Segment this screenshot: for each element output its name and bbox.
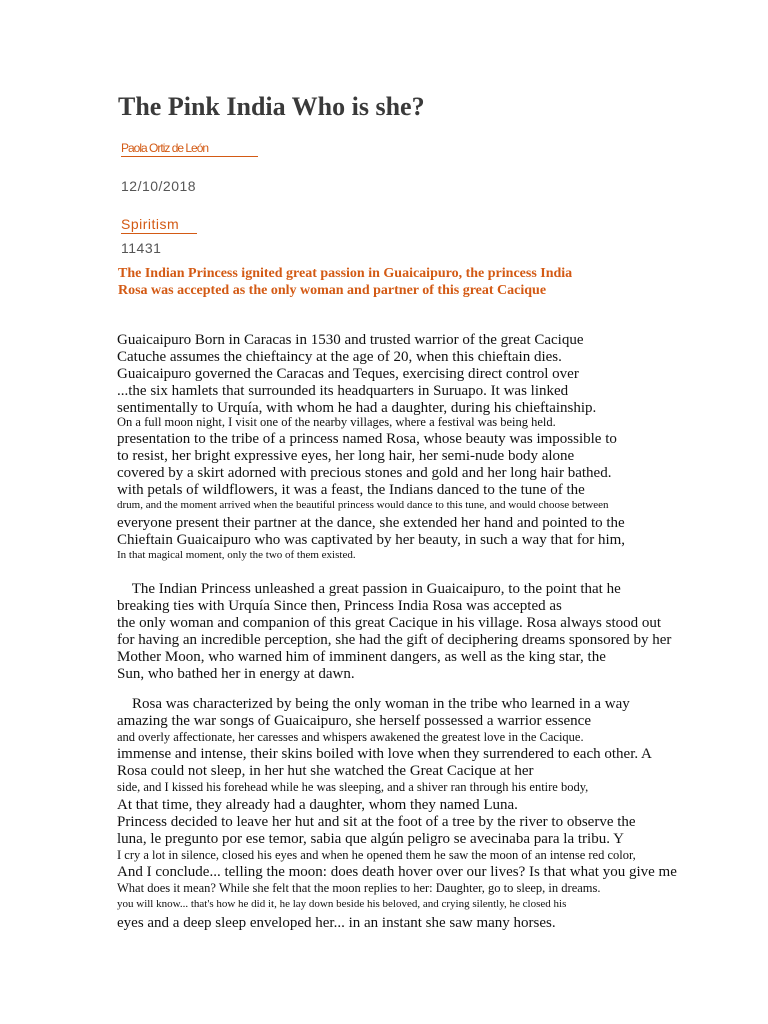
body-line: side, and I kissed his forehead while he was sleeping, and a shiver ran through his entire body, bbox=[117, 780, 589, 794]
body-line: drum, and the moment arrived when the beautiful princess would dance to this tune, and would choose between bbox=[117, 499, 609, 511]
article-title: The Pink India Who is she? bbox=[118, 92, 425, 121]
body-line: And I conclude... telling the moon: does death hover over our lives? Is that what you give me bbox=[117, 864, 677, 880]
body-line: to resist, her bright expressive eyes, her long hair, her semi-nude body alone bbox=[117, 448, 575, 464]
body-line: The Indian Princess unleashed a great passion in Guaicaipuro, to the point that he bbox=[117, 581, 621, 597]
body-line: Guaicaipuro governed the Caracas and Teques, exercising direct control over bbox=[117, 366, 579, 382]
body-line: On a full moon night, I visit one of the nearby villages, where a festival was being held. bbox=[117, 415, 556, 429]
body-line: amazing the war songs of Guaicaipuro, she herself possessed a warrior essence bbox=[117, 713, 592, 729]
body-line: breaking ties with Urquía Since then, Princess India Rosa was accepted as bbox=[117, 598, 562, 614]
body-line: with petals of wildflowers, it was a feast, the Indians danced to the tune of the bbox=[117, 482, 585, 498]
body-line: eyes and a deep sleep enveloped her... in an instant she saw many horses. bbox=[117, 915, 556, 931]
body-line: I cry a lot in silence, closed his eyes and when he opened them he saw the moon of an intense red color, bbox=[117, 848, 636, 862]
body-line: At that time, they already had a daughter, whom they named Luna. bbox=[117, 797, 518, 813]
body-line: luna, le pregunto por ese temor, sabia que algún peligro se avecinaba para la tribu. Y bbox=[117, 831, 624, 847]
article-subtitle: The Indian Princess ignited great passion in Guaicaipuro, the princess India Rosa was accepted as the only woman and partner of this great Cacique bbox=[118, 266, 573, 298]
body-line: Mother Moon, who warned him of imminent dangers, as well as the king star, the bbox=[117, 649, 606, 665]
body-line: Rosa was characterized by being the only woman in the tribe who learned in a way bbox=[117, 696, 630, 712]
body-line: In that magical moment, only the two of them existed. bbox=[117, 549, 356, 561]
body-line: sentimentally to Urquía, with whom he had a daughter, during his chieftainship. bbox=[117, 400, 597, 416]
body-line: Guaicaipuro Born in Caracas in 1530 and trusted warrior of the great Cacique bbox=[117, 332, 584, 348]
author-link[interactable]: Paola Ortiz de León bbox=[121, 141, 258, 157]
body-line: Catuche assumes the chieftaincy at the age of 20, when this chieftain dies. bbox=[117, 349, 562, 365]
body-line: everyone present their partner at the dance, she extended her hand and pointed to the bbox=[117, 515, 625, 531]
category-link[interactable]: Spiritism bbox=[121, 216, 197, 234]
body-line: you will know... that's how he did it, he lay down beside his beloved, and crying silently, he closed his bbox=[117, 898, 567, 910]
body-line: Princess decided to leave her hut and sit at the foot of a tree by the river to observe the bbox=[117, 814, 636, 830]
body-line: and overly affectionate, her caresses and whispers awakened the greatest love in the Cacique. bbox=[117, 730, 584, 744]
body-line: presentation to the tribe of a princess named Rosa, whose beauty was impossible to bbox=[117, 431, 617, 447]
body-line: immense and intense, their skins boiled with love when they surrendered to each other. A bbox=[117, 746, 652, 762]
body-line: covered by a skirt adorned with precious stones and gold and her long hair bathed. bbox=[117, 465, 612, 481]
body-line: the only woman and companion of this great Cacique in his village. Rosa always stood out bbox=[117, 615, 662, 631]
body-line: What does it mean? While she felt that the moon replies to her: Daughter, go to sleep, in dreams. bbox=[117, 881, 601, 895]
view-count: 11431 bbox=[121, 240, 162, 256]
body-line: Chieftain Guaicaipuro who was captivated by her beauty, in such a way that for him, bbox=[117, 532, 626, 548]
body-line: Rosa could not sleep, in her hut she watched the Great Cacique at her bbox=[117, 763, 534, 779]
body-line: Sun, who bathed her in energy at dawn. bbox=[117, 666, 355, 682]
publish-date: 12/10/2018 bbox=[121, 178, 197, 194]
body-line: ...the six hamlets that surrounded its headquarters in Suruapo. It was linked bbox=[117, 383, 569, 399]
body-line: for having an incredible perception, she had the gift of deciphering dreams sponsored by her bbox=[117, 632, 672, 648]
